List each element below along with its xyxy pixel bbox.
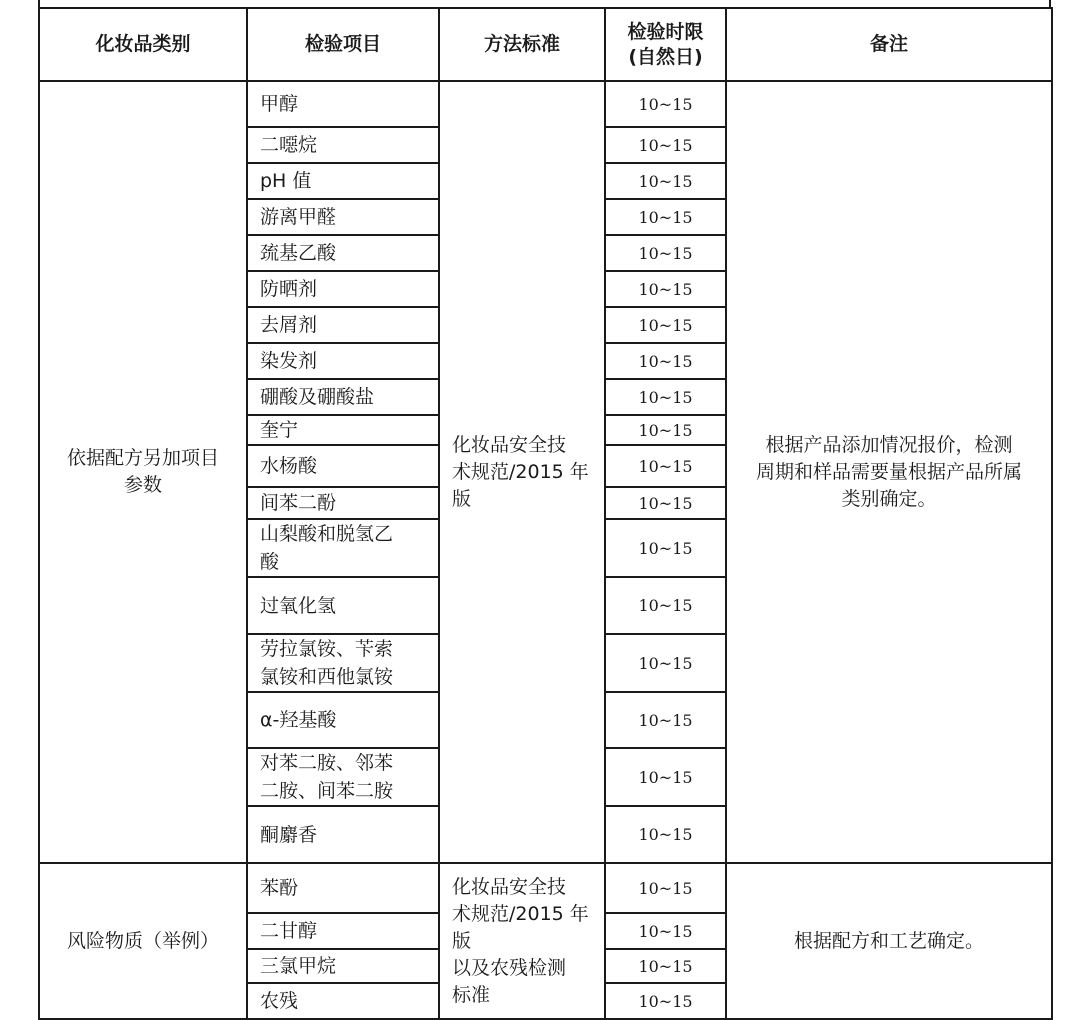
header-note: 备注 — [726, 8, 1052, 81]
category-cell: 依据配方另加项目 参数 — [39, 81, 247, 863]
item-cell: α-羟基酸 — [247, 692, 439, 748]
time-limit-cell: 10~15 — [605, 983, 726, 1019]
item-cell: 硼酸及硼酸盐 — [247, 379, 439, 415]
time-limit-cell: 10~15 — [605, 127, 726, 163]
header-item: 检验项目 — [247, 8, 439, 81]
time-limit-cell: 10~15 — [605, 235, 726, 271]
item-cell: pH 值 — [247, 163, 439, 199]
item-cell: 染发剂 — [247, 343, 439, 379]
cropped-title-strip — [38, 0, 1051, 7]
time-limit-cell: 10~15 — [605, 445, 726, 487]
note-cell: 根据配方和工艺确定。 — [726, 863, 1052, 1019]
item-cell: 间苯二酚 — [247, 487, 439, 519]
time-limit-cell: 10~15 — [605, 343, 726, 379]
item-cell: 农残 — [247, 983, 439, 1019]
time-limit-cell: 10~15 — [605, 199, 726, 235]
inspection-table — [38, 7, 1053, 1020]
item-cell: 劳拉氯铵、苄索 氯铵和西他氯铵 — [247, 634, 439, 692]
method-cell: 化妆品安全技 术规范/2015 年 版 以及农残检测 标准 — [439, 863, 605, 1019]
time-limit-cell: 10~15 — [605, 634, 726, 692]
item-cell: 过氧化氢 — [247, 577, 439, 634]
item-cell: 巯基乙酸 — [247, 235, 439, 271]
item-cell: 甲醇 — [247, 81, 439, 127]
time-limit-cell: 10~15 — [605, 913, 726, 949]
method-cell: 化妆品安全技 术规范/2015 年 版 — [439, 81, 605, 863]
time-limit-cell: 10~15 — [605, 577, 726, 634]
time-limit-cell: 10~15 — [605, 81, 726, 127]
item-cell: 三氯甲烷 — [247, 949, 439, 983]
item-cell: 对苯二胺、邻苯 二胺、间苯二胺 — [247, 748, 439, 806]
time-limit-cell: 10~15 — [605, 748, 726, 806]
time-limit-cell: 10~15 — [605, 519, 726, 577]
time-limit-cell: 10~15 — [605, 863, 726, 913]
time-limit-cell: 10~15 — [605, 949, 726, 983]
time-limit-cell: 10~15 — [605, 806, 726, 863]
item-cell: 去屑剂 — [247, 307, 439, 343]
table-row — [39, 863, 1052, 913]
item-cell: 苯酚 — [247, 863, 439, 913]
item-cell: 山梨酸和脱氢乙 酸 — [247, 519, 439, 577]
time-limit-cell: 10~15 — [605, 379, 726, 415]
note-cell: 根据产品添加情况报价，检测 周期和样品需要量根据产品所属 类别确定。 — [726, 81, 1052, 863]
time-limit-cell: 10~15 — [605, 692, 726, 748]
header-category: 化妆品类别 — [39, 8, 247, 81]
time-limit-cell: 10~15 — [605, 163, 726, 199]
time-limit-cell: 10~15 — [605, 271, 726, 307]
time-limit-cell: 10~15 — [605, 487, 726, 519]
header-method: 方法标准 — [439, 8, 605, 81]
table-row — [39, 81, 1052, 127]
item-cell: 防晒剂 — [247, 271, 439, 307]
header-time-limit: 检验时限 (自然日) — [605, 8, 726, 81]
time-limit-cell: 10~15 — [605, 307, 726, 343]
item-cell: 酮麝香 — [247, 806, 439, 863]
item-cell: 奎宁 — [247, 415, 439, 445]
item-cell: 游离甲醛 — [247, 199, 439, 235]
item-cell: 二噁烷 — [247, 127, 439, 163]
item-cell: 水杨酸 — [247, 445, 439, 487]
item-cell: 二甘醇 — [247, 913, 439, 949]
table-header-row — [39, 8, 1052, 81]
time-limit-cell: 10~15 — [605, 415, 726, 445]
category-cell: 风险物质（举例） — [39, 863, 247, 1019]
